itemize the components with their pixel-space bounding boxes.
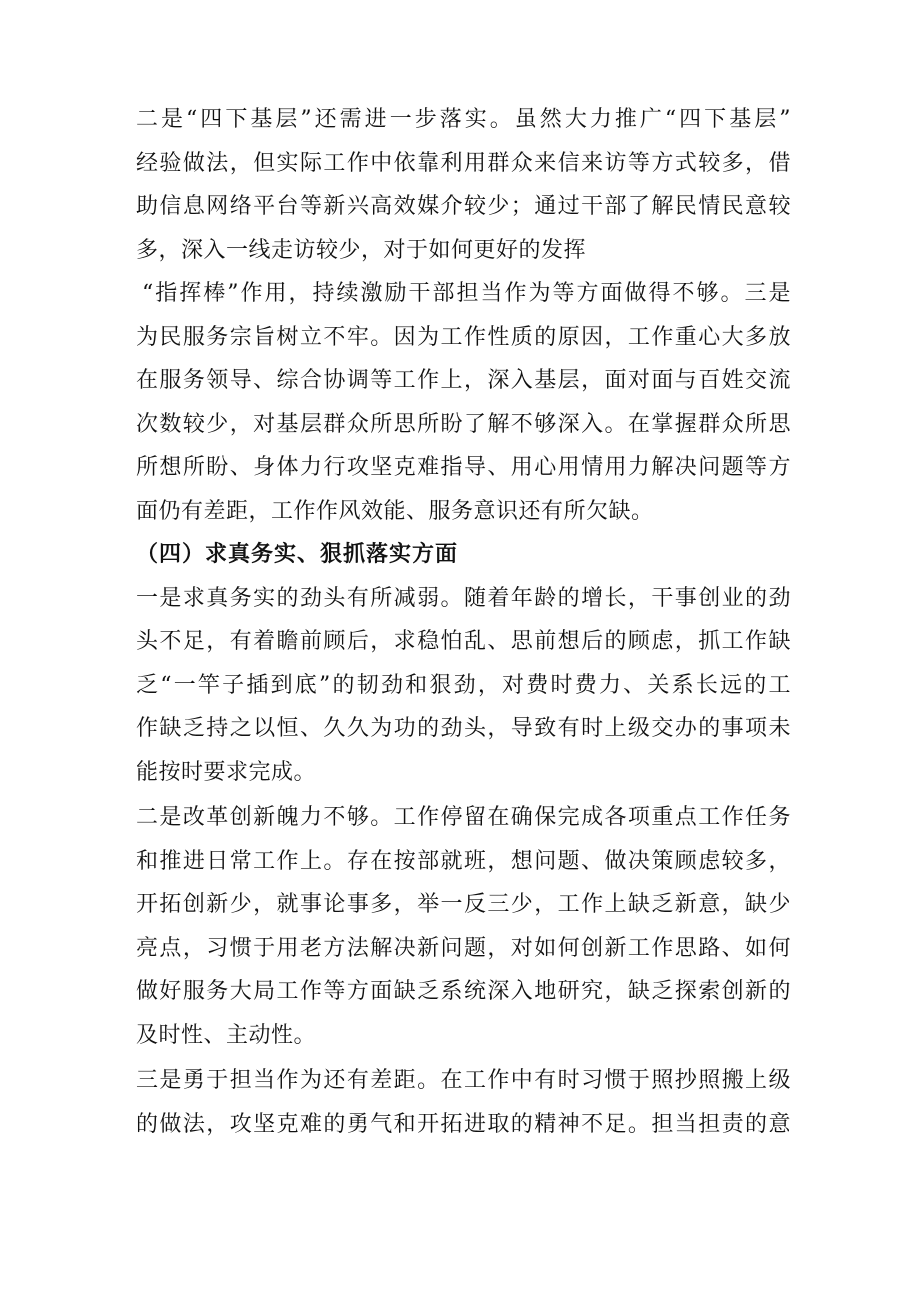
text-line: 为民服务宗旨树立不牢。因为工作性质的原因，工作重心大多放 [136,324,791,350]
text-line: 二是“四下基层”还需进一步落实。虽然大力推广“四下基层” [136,107,791,132]
text-line: 一是求真务实的劲头有所减弱。随着年龄的增长，干事创业的劲 [136,585,791,611]
text-line: 多，深入一线走访较少，对于如何更好的发挥 [136,237,587,263]
text-line: 亮点，习惯于用老方法解决新问题，对如何创新工作思路、如何 [136,935,791,961]
section-heading: （四）求真务实、狠抓落实方面 [136,541,459,567]
paragraph-pragmatic-drive [136,577,791,795]
text-line: 作缺乏持之以恒、久久为功的劲头，导致有时上级交办的事项未 [136,716,791,741]
text-line: 的做法，攻坚克难的勇气和开拓进取的精神不足。担当担责的意 [136,1111,791,1137]
paragraph-responsibility [136,1059,791,1146]
paragraph-baton-role [136,272,791,533]
text-line: 开拓创新少，就事论事多，举一反三少，工作上缺乏新意，缺少 [136,892,791,917]
text-line: 三是勇于担当作为还有差距。在工作中有时习惯于照抄照搬上级 [136,1068,791,1093]
text-line: 助信息网络平台等新兴高效媒介较少；通过干部了解民情民意较 [136,194,791,219]
text-line: 所想所盼、身体力行攻坚克难指导、用心用情用力解决问题等方 [136,455,791,480]
paragraph-four-down-grassroots [136,98,791,272]
text-line: 经验做法，但实际工作中依靠利用群众来信来访等方式较多，借 [136,150,791,176]
section-heading-four [136,533,791,577]
text-line: 面仍有差距，工作作风效能、服务意识还有所欠缺。 [136,498,654,524]
text-line: 二是改革创新魄力不够。工作停留在确保完成各项重点工作任务 [136,805,791,830]
text-line: 头不足，有着瞻前顾后，求稳怕乱、思前想后的顾虑，抓工作缺 [136,629,791,654]
text-line: 做好服务大局工作等方面缺乏系统深入地研究，缺乏探索创新的 [136,979,791,1004]
text-line: “指挥棒”作用，持续激励干部担当作为等方面做得不够。三是 [142,281,791,306]
text-line: 及时性、主动性。 [136,1022,317,1048]
text-line: 乏“一竿子插到底”的韧劲和狠劲，对费时费力、关系长远的工 [136,672,791,698]
text-line: 在服务领导、综合协调等工作上，深入基层，面对面与百姓交流 [136,368,791,393]
text-line: 次数较少，对基层群众所思所盼了解不够深入。在掌握群众所思 [136,411,791,437]
paragraph-reform-innovation [136,796,791,1057]
text-line: 和推进日常工作上。存在按部就班，想问题、做决策顾虑较多， [136,848,791,874]
document-body [136,98,791,1146]
text-line: 能按时要求完成。 [136,759,317,785]
